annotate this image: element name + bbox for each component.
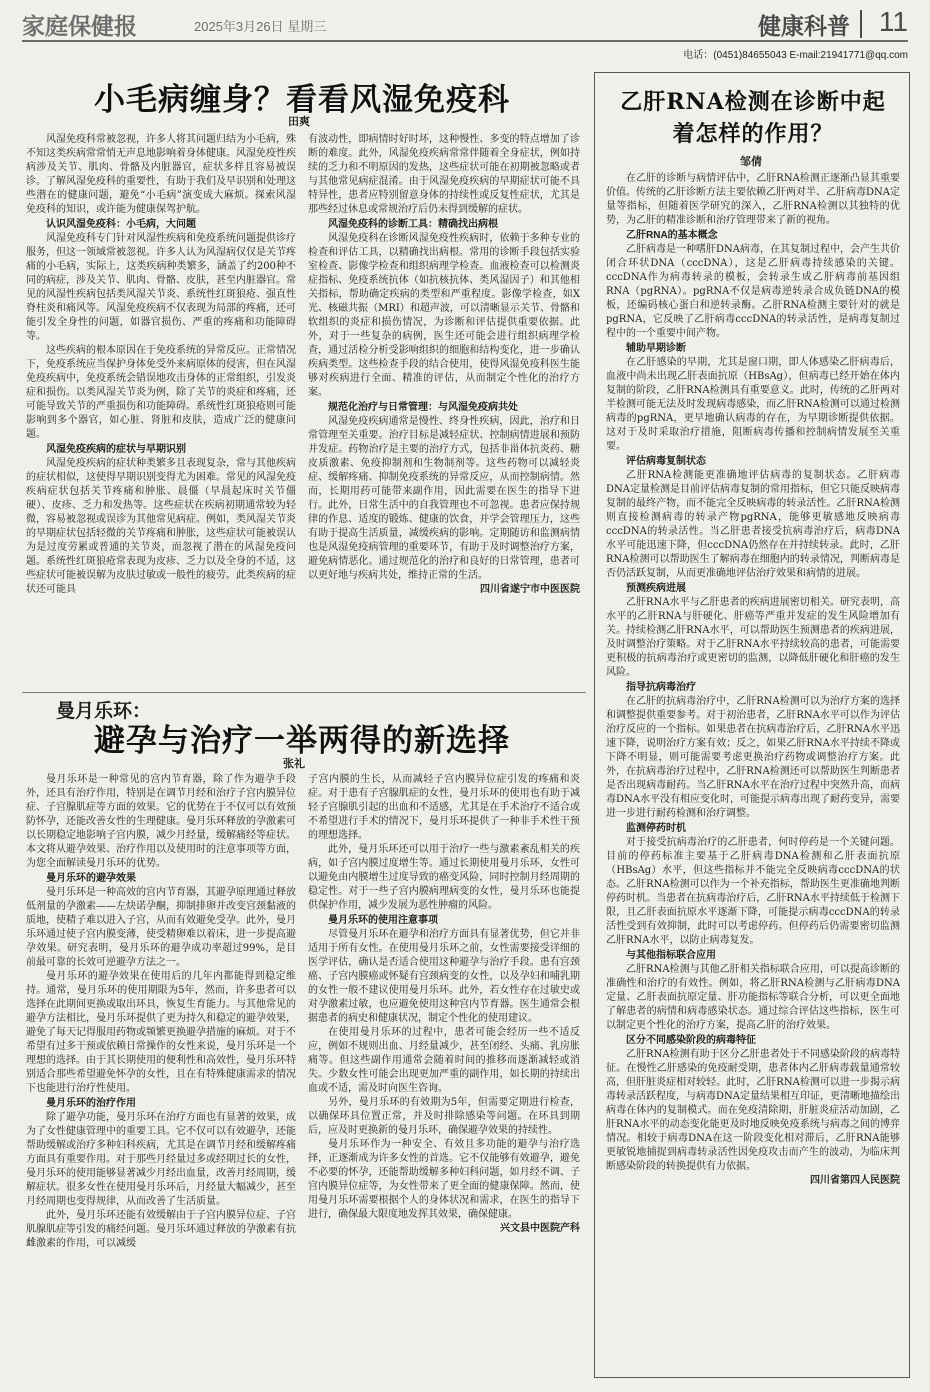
contact-info: 电话：(0451)84655043 E-mail:21941771@qq.com: [683, 50, 908, 61]
subheading: 区分不同感染阶段的病毒特征: [626, 1035, 756, 1046]
subheading: 监测停药时机: [626, 823, 686, 834]
paragraph: 在乙肝的抗病毒治疗中，乙肝RNA检测可以为治疗方案的选择和调整提供重要参考。对于初治患者，乙肝RNA水平可以作为评估治疗反应的一个指标。如果患者在抗病毒治疗后，乙肝RNA水平迅速下降，说明治疗方案有效；反之，如果乙肝RNA水平持续不降或下降不明显，则可能需要考虑更换治疗药物或调整治疗方案。此外，在抗病毒治疗过程中，乙肝RNA检测还可以帮助医生判断患者是否出现病毒耐药。当乙肝RNA水平在治疗过程中突然升高，而病毒DNA水平没有相应变化时，可能提示病毒出现了耐药变异，需要进一步进行耐药检测和治疗调整。: [606, 696, 900, 819]
paragraph: 风湿免疫科专门针对风湿性疾病和免疫系统问题提供诊疗服务，但这一领域常被忽视。许多人认为风湿病仅仅是关节疼痛的小毛病，实际上，这类疾病种类繁多，涵盖了约200种不同的病症，涉及关节、肌肉、骨骼、皮肤，甚至内脏器官。常见的风湿性疾病包括类风湿关节炎、系统性红斑狼疮、强直性脊柱炎和痛风等。风湿免疫疾病不仅表现为局部的疼痛，还可能引发全身性的问题，如器官损伤、严重的疼痛和功能障碍等。: [26, 233, 296, 342]
paragraph: 乙肝RNA水平与乙肝患者的疾病进展密切相关。研究表明，高水平的乙肝RNA与肝硬化、肝癌等严重并发症的发生风险增加有关。持续检测乙肝RNA水平，可以帮助医生预测患者的疾病进展，及时调整治疗策略。对于乙肝RNA水平持续较高的患者，可能需要更积极的抗病毒治疗或更密切的监测，以降低肝硬化和肝癌的发生风险。: [606, 597, 900, 678]
paragraph: 风湿免疫科常被忽视，许多人将其问题归结为小毛病，殊不知这类疾病常常悄无声息地影响着身体健康。风湿免疫性疾病涉及关节、肌肉、骨骼及内脏器官，症状多样且容易被误诊。了解风湿免疫科的重要性，有助于我们及早识别和处理这些潜在的健康问题，避免“小毛病”演变成大麻烦。探索风湿免疫科的知识，或许能为健康保驾护航。: [26, 134, 296, 215]
paragraph: 乙肝RNA检测与其他乙肝相关指标联合应用，可以提高诊断的准确性和治疗的有效性。例如，将乙肝RNA检测与乙肝病毒DNA定量、乙肝表面抗原定量、肝功能指标等联合分析，可以更全面地了解患者的病情和病毒感染状态。通过综合评估这些指标，医生可以制定更个性化的治疗方案，提高乙肝的治疗效果。: [606, 964, 900, 1031]
subheading: 风湿免疫疾病的症状与早期识别: [46, 444, 186, 455]
article2-column-2: [308, 773, 580, 1375]
source-institution: 四川省遂宁市中医医院: [480, 584, 580, 595]
paragraph: 此外，曼月乐环还可以用于治疗一些与激素紊乱相关的疾病，如子宫内膜过度增生等。通过长期使用曼月乐环，女性可以避免由内膜增生过度导致的癌变风险，同时控制月经周期的稳定性。对于一些子宫内膜病理病变的女性，曼月乐环也能提供保护作用，减少发展为恶性肿瘤的风险。: [308, 844, 580, 911]
paragraph: 在乙肝的诊断与病情评估中，乙肝RNA检测正逐渐凸显其重要价值。传统的乙肝诊断方法主要依赖乙肝两对半、乙肝病毒DNA定量等指标，但随着医学研究的深入，乙肝RNA检测以其独特的优势，为乙肝的精准诊断和治疗管理带来了新的视角。: [606, 173, 900, 226]
masthead: 家庭保健报: [22, 13, 137, 40]
paragraph: 乙肝RNA检测能更准确地评估病毒的复制状态。乙肝病毒DNA定量检测是目前评估病毒复制的常用指标，但它只能反映病毒复制的最终产物，而不能完全反映病毒的转录活性。乙肝RNA检测则直接检测病毒的转录产物pgRNA，能够更敏感地反映病毒cccDNA的转录活性。当乙肝患者接受抗病毒治疗后，病毒DNA水平可能迅速下降，但cccDNA仍然存在并持续转录。此时，乙肝RNA检测可以帮助医生了解病毒在细胞内的转录情况，判断病毒是否仍活跃复制，从而更准确地评估治疗效果和病情的进展。: [606, 470, 900, 579]
subheading: 规范化治疗与日常管理：与风湿免疫病共处: [328, 402, 518, 413]
issue-date: 2025年3月26日 星期三: [194, 19, 327, 34]
paragraph: 曼月乐环作为一种安全、有效且多功能的避孕与治疗选择，正逐渐成为许多女性的首选。它不仅能够有效避孕，避免不必要的怀孕，还能帮助缓解多种妇科问题，如月经不调、子宫内膜异位症等，为女性带来了更全面的健康保障。然而，使用曼月乐环需要根据个人的身体状况和需求，在医生的指导下进行，确保最大限度地发挥其效果，确保健康。: [308, 1139, 580, 1220]
paragraph: 乙肝RNA检测有助于区分乙肝患者处于不同感染阶段的病毒特征。在慢性乙肝感染的免疫耐受期，患者体内乙肝病毒载量通常较高，但肝脏炎症相对较轻。此时，乙肝RNA检测可以进一步揭示病毒转录活跃程度，与病毒DNA定量结果相互印证，更清晰地描绘出病毒在体内的复制模式。而在免疫清除期，肝脏炎症活动加剧，乙肝RNA水平的动态变化能更及时地反映免疫系统与病毒之间的博弈情况。相较于病毒DNA在这一阶段变化相对滞后，乙肝RNA能够更敏锐地捕捉到病毒转录活性因免疫攻击而产生的波动，为临床判断感染阶段的转换提供有力依据。: [606, 1049, 900, 1172]
article1-column-2: [308, 133, 580, 685]
article3-column: [606, 172, 900, 1368]
subheading: 曼月乐环的使用注意事项: [328, 915, 438, 926]
paragraph: 曼月乐环是一种常见的宫内节育器，除了作为避孕手段外，还具有治疗作用，特别是在调节月经和治疗子宫内膜异位症、子宫腺肌症等方面的效果。它的优势在于不仅可以有效预防怀孕，还能改善女性的生理健康。曼月乐环释放的孕激素可以长期稳定地影响子宫内膜，减少月经量，缓解痛经等症状。本文将从避孕效果、治疗作用以及使用时的注意事项等方面，为您全面解读曼月乐环的优势。: [26, 774, 296, 869]
article-divider: [22, 692, 586, 693]
subheading: 与其他指标联合应用: [626, 950, 716, 961]
source-institution: 兴文县中医院产科: [500, 1223, 580, 1234]
article1-column-1: [26, 133, 296, 683]
paragraph: 曼月乐环是一种高效的宫内节育器，其避孕原理通过释放低剂量的孕激素——左炔诺孕酮，抑制排卵并改变宫颈黏液的质地，使精子难以进入子宫，从而有效避免受孕。此外，曼月乐环通过使子宫内膜变薄，使受精卵难以着床，进一步提高避孕效果。研究表明，曼月乐环的避孕成功率超过99%，是目前最可靠的长效可逆避孕方法之一。: [26, 887, 296, 968]
article2-kicker: 曼月乐环：: [56, 700, 152, 722]
paragraph: 乙肝病毒是一种嗜肝DNA病毒，在其复制过程中，会产生共价闭合环状DNA（cccDNA），这是乙肝病毒持续感染的关键。cccDNA作为病毒转录的模板，会转录生成乙肝病毒前基因组RNA（pgRNA）。pgRNA不仅是病毒逆转录合成负链DNA的模板，还编码核心蛋白和逆转录酶。乙肝RNA检测主要针对的就是pgRNA，它反映了乙肝病毒cccDNA的转录活性，是病毒复制过程中的一个重要中间产物。: [606, 244, 900, 339]
subheading: 预测疾病进展: [626, 583, 686, 594]
paragraph: 除了避孕功能，曼月乐环在治疗方面也有显著的效果，成为了女性健康管理中的重要工具。它不仅可以有效避孕，还能帮助缓解或治疗多种妇科疾病，尤其是在调节月经和缓解疼痛方面具有重要作用。对于那些月经量过多或经期过长的女性，曼月乐环的使用能够显著减少月经出血量，改善月经周期，缓解症状。很多女性在使用曼月乐环后，月经量大幅减少，甚至月经周期也变得规律，从而改善了生活质量。: [26, 1112, 296, 1207]
subheading: 曼月乐环的避孕效果: [46, 873, 136, 884]
header-divider: [860, 10, 862, 38]
paragraph: 风湿免疫疾病的症状种类繁多且表现复杂，常与其他疾病的症状相似，这使得早期识别变得尤为困难。常见的风湿免疫疾病症状包括关节疼痛和肿胀、晨僵（早晨起床时关节僵硬）、皮疹、乏力和发热等。这些症状在疾病初期通常较为轻微，容易被忽视或误诊为其他常见病症。例如，类风湿关节炎的早期症状包括轻微的关节疼痛和肿胀，这些症状可能被误认为是过度劳累或普通的关节炎，而忽视了潜在的风湿免疫问题。系统性红斑狼疮常表现为皮疹、乏力以及全身的不适，这些症状可能被误解为皮肤过敏或一般性的疲劳。此类疾病的症状还可能具: [26, 458, 296, 595]
article2-author: 张礼: [283, 757, 305, 770]
subheading: 乙肝RNA的基本概念: [626, 230, 718, 241]
page-number: 11: [878, 6, 908, 37]
paragraph: 曼月乐环的避孕效果在使用后的几年内都能得到稳定维持。通常，曼月乐环的使用期限为5年，然而，许多患者可以选择在此期间更换或取出环具，恢复生育能力。与其他常见的避孕方法相比，曼月乐环提供了更为持久和稳定的避孕效果，避免了每天记得服用药物或频繁更换避孕措施的麻烦。对于不希望有过多干预或依赖日常操作的女性来说，曼月乐环是一个理想的选择。由于其长期使用的便利性和高效性，曼月乐环特别适合那些希望避免怀孕的女性，且在有特殊健康需求的情况下也能进行治疗性使用。: [26, 971, 296, 1094]
paragraph: 在乙肝感染的早期，尤其是窗口期，即人体感染乙肝病毒后，血液中尚未出现乙肝表面抗原（HBsAg），但病毒已经开始在体内复制的阶段，乙肝RNA检测具有重要意义。此时，传统的乙肝两对半检测可能无法及时发现病毒感染，而乙肝RNA检测可以通过检测病毒的pgRNA，更早地确认病毒的存在，为早期诊断提供依据。这对于及时采取治疗措施，阻断病毒传播和控制病情发展至关重要。: [606, 357, 900, 452]
paragraph: 风湿免疫疾病通常是慢性、终身性疾病，因此，治疗和日常管理至关重要。治疗目标是减轻症状、控制病情进展和预防并发症。药物治疗是主要的治疗方式，包括非甾体抗炎药、糖皮质激素、免疫抑制剂和生物制剂等。这些药物可以减轻炎症、缓解疼痛、抑制免疫系统的异常反应，从而控制病情。然而，长期用药可能带来副作用，因此需要在医生的指导下进行。此外，日常生活中的自我管理也不可忽视。患者应保持规律的作息、适度的锻炼、健康的饮食，并学会管理压力，这些有助于提高生活质量，减缓疾病的影响。定期随访和监测病情也是风湿免疫病管理的重要环节，有助于及时调整治疗方案，避免病情恶化。通过规范化的治疗和良好的日常管理，患者可以更好地与疾病共处，维持正常的生活。: [308, 416, 580, 581]
article3-author: 邹倩: [740, 155, 762, 168]
subheading: 曼月乐环的治疗作用: [46, 1098, 136, 1109]
section-name: 健康科普: [758, 13, 850, 40]
paragraph: 另外，曼月乐环的有效期为5年，但需要定期进行检查，以确保环具位置正常，并及时排除感染等问题。在环具到期后，应及时更换新的曼月乐环，确保避孕效果的持续性。: [308, 1097, 580, 1136]
paragraph: 有波动性，即病情时好时坏，这种慢性、多变的特点增加了诊断的难度。此外，风湿免疫疾病常常伴随着全身症状，例如持续的乏力和不明原因的发热，这些症状可能在初期被忽略或者与其他常见病症混淆。由于风湿免疫疾病的早期症状可能不具特异性，患者应特别留意身体的持续性或反复性症状，尤其是那些经过休息或常规治疗后仍未得到缓解的症状。: [308, 134, 580, 215]
paragraph: 风湿免疫科在诊断风湿免疫性疾病时，依赖于多种专业的检查和评估工具，以精确找出病根。常用的诊断手段包括实验室检查、影像学检查和组织病理学检查。血液检查可以检测炎症指标、免疫系统抗体（如抗核抗体、类风湿因子）和其他相关指标，帮助确定疾病的类型和严重程度。影像学检查，如X光、核磁共振（MRI）和超声波，可以清晰显示关节、骨骼和软组织的炎症和损伤情况，为诊断和评估提供重要依据。此外，对于一些复杂的病例，医生还可能会进行组织病理学检查，通过活检分析受影响组织的细胞和结构变化，进一步确认疾病类型。这些检查手段的结合使用，使得风湿免疫科医生能够对疾病进行全面、精准的评估，从而制定个性化的治疗方案。: [308, 233, 580, 398]
source-institution: 四川省第四人民医院: [810, 1175, 900, 1186]
article2-column-1: [26, 773, 296, 1373]
paragraph: 子宫内膜的生长，从而减轻子宫内膜异位症引发的疼痛和炎症。对于患有子宫腺肌症的女性，曼月乐环的使用也有助于减轻子宫腺肌引起的出血和不适感，尤其是在手术治疗不适合或不希望进行手术的情况下，曼月乐环提供了一种非手术性干预的理想选择。: [308, 774, 580, 841]
subheading: 指导抗病毒治疗: [626, 682, 696, 693]
paragraph: 尽管曼月乐环在避孕和治疗方面具有显著优势，但它并非适用于所有女性。在使用曼月乐环之前，女性需要接受详细的医学评估，确认是否适合使用这种避孕与治疗手段。患有宫颈癌、子宫内膜癌或怀疑有宫颈病变的女性，以及孕妇和哺乳期的女性一般不建议使用曼月乐环。此外，若女性存在过敏史或对孕激素过敏，也应避免使用这种宫内节育器。医生通常会根据患者的病史和健康状况，制定个性化的使用建议。: [308, 929, 580, 1024]
paragraph: 这些疾病的根本原因在于免疫系统的异常反应。正常情况下，免疫系统应当保护身体免受外来病原体的侵害，但在风湿免疫疾病中，免疫系统会错误地攻击身体的正常组织，引发炎症和损伤。以类风湿关节炎为例，除了关节的炎症和疼痛，还可能导致关节的严重损伤和功能障碍。系统性红斑狼疮则可能影响到多个器官，如心脏、肾脏和皮肤，造成广泛的健康问题。: [26, 345, 296, 440]
article1-title: 小毛病缠身？看看风湿免疫科: [94, 82, 510, 118]
article3-title: 乙肝RNA检测在诊断中起着怎样的作用？: [620, 89, 886, 147]
page-header: [22, 8, 908, 42]
paragraph: 此外，曼月乐环还能有效缓解由于子宫内膜异位症、子宫肌腺肌症等引发的痛经问题。曼月乐环通过释放的孕激素有抗雌激素的作用，可以减缓: [26, 1210, 296, 1249]
article2-title: 避孕与治疗一举两得的新选择: [94, 723, 510, 759]
subheading: 评估病毒复制状态: [626, 456, 706, 467]
paragraph: 在使用曼月乐环的过程中，患者可能会经历一些不适反应，例如不规则出血、月经量减少，甚至闭经、头痛、乳房胀痛等。但这些副作用通常会随着时间的推移而逐渐减轻或消失。少数女性可能会出现更加严重的副作用，如长期的持续出血或不适，需及时向医生咨询。: [308, 1027, 580, 1094]
subheading: 风湿免疫科的诊断工具：精确找出病根: [328, 219, 498, 230]
paragraph: 对于接受抗病毒治疗的乙肝患者，何时停药是一个关键问题。目前的停药标准主要基于乙肝病毒DNA检测和乙肝表面抗原（HBsAg）水平，但这些指标并不能完全反映病毒cccDNA的状态。乙肝RNA检测可以作为一个补充指标，帮助医生更准确地判断停药时机。当患者在抗病毒治疗后，乙肝RNA水平持续低于检测下限，且乙肝表面抗原水平逐渐下降，可能提示病毒cccDNA的转录活性受到有效抑制，此时可以考虑停药。但停药后仍需要密切监测乙肝RNA水平，以防止病毒复发。: [606, 837, 900, 946]
subheading: 认识风湿免疫科：小毛病，大问题: [46, 219, 196, 230]
article1-author: 田爽: [288, 115, 310, 128]
subheading: 辅助早期诊断: [626, 343, 686, 354]
